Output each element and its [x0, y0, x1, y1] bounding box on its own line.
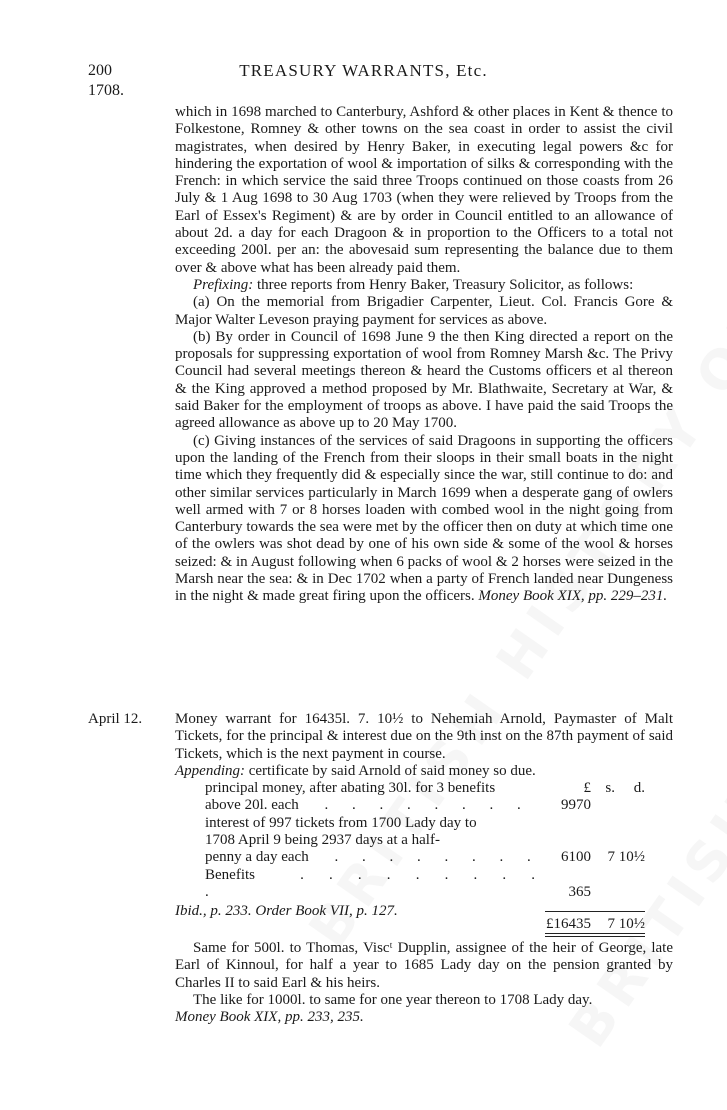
reference-text: Ibid., p. 233. Order Book VII, p. 127.: [175, 903, 398, 919]
account-row: [205, 780, 645, 797]
total-shillings: 7: [591, 911, 615, 933]
pounds-value: 9970: [561, 797, 591, 814]
second-entry-reference: [175, 903, 398, 920]
entry-date-april-12: April 12.: [88, 711, 143, 727]
page-number: 200: [88, 62, 112, 79]
account-desc: [205, 849, 545, 866]
report-c-text: Giving instances of the services of said Dragoons in supporting the officers upon the landing of the French from their sloops in their small boats in the night time which they frequently did & especially since the war, still continue to do: and other similar services particularly in March 1699 when a desperate gang of owlers well armed with 7 or 8 horses loaden with combed wool in the night going from Canterbury towards the sea were met by the officer then on duty at which time one of the owlers was shot dead by one of his own side & some of the wool & horses seized: & in August following when 6 packs of wool & 2 horses were seized in the Marsh near the sea: & in Dec 1702 when a party of French landed near Dungeness in the night & made great firing upon the officers.: [175, 432, 673, 605]
first-entry: [175, 104, 673, 606]
shillings-value: [591, 867, 615, 902]
like-for-paragraph: The like for 1000l. to same for one year thereon to 1708 Lady day.: [193, 991, 593, 1008]
prefixing-paragraph: [175, 277, 673, 294]
double-rule: [545, 934, 645, 937]
warrant-paragraph: Money warrant for 16435l. 7. 10½ to Nehemiah Arnold, Paymaster of Malt Tickets, for the principal & interest due on the 9th inst on the 87th payment of said Tickets, which is the next payment in course.: [175, 711, 673, 762]
report-a-text: On the memorial from Brigadier Carpenter, Lieut. Col. Francis Gore & Major Walter Leveson praying payment for services as above.: [175, 294, 674, 328]
running-title: TREASURY WARRANTS, Etc.: [239, 61, 488, 80]
report-b-text: By order in Council of 1698 June 9 the then King directed a report on the proposals for suppressing exportation of wool from Romney Marsh &c. The Privy Council had several meetings thereon & heard the Customs officers et al thereon & the King approved a method proposed by Mr. Blathwaite, Secretary at War, & said Baker for the employment of troops as above. I have paid the said Troops the agreed allowance as above up to 20 May 1700.: [175, 328, 674, 432]
appending-text: certificate by said Arnold of said money so due.: [248, 762, 536, 779]
account-desc: interest of 997 tickets from 1700 Lady day to: [205, 814, 477, 831]
report-a-label: (a): [193, 294, 210, 311]
pence-value: 10½: [618, 849, 645, 866]
account-row: [205, 867, 645, 902]
header-pounds: £: [583, 780, 591, 797]
report-c-reference: Money Book XIX, pp. 229–231.: [478, 588, 668, 605]
shillings-value: [591, 797, 615, 814]
appending-paragraph: [175, 763, 673, 780]
year-margin-note: 1708.: [88, 82, 124, 99]
prefixing-text: three reports from Henry Baker, Treasury Solicitor, as follows:: [257, 276, 634, 293]
account-desc: 1708 April 9 being 2937 days at a half-: [205, 832, 440, 849]
account-desc-line: above 20l. each: [205, 797, 299, 814]
report-c-label: (c): [193, 432, 210, 449]
reference-text: Money Book XIX, pp. 233, 235.: [175, 1009, 364, 1026]
account-row: [205, 832, 645, 849]
header-pence: d.: [633, 780, 645, 797]
pounds-value: 6100: [561, 849, 591, 866]
third-entry: [175, 940, 673, 1026]
prefixing-label: Prefixing:: [193, 276, 254, 293]
account-desc-line: penny a day each: [205, 849, 309, 866]
account-desc-line: Benefits: [205, 866, 255, 883]
account-row: [205, 797, 645, 814]
entry-paragraph: which in 1698 marched to Canterbury, Ashford & other places in Kent & thence to Folkestone, Romney & other towns on the sea coast in order to assist the civil magistrates, when desired by Henry Baker, in executing legal powers &c for hindering the exportation of wool & importation of silks & corresponding with the French: in which service the said three Troops continued on those coasts from 26 July & 1 Aug 1698 to 30 Aug 1703 (when they were relieved by Troops from the Earl of Essex's Regiment) & are by order in Council entitled to an allowance of about 2d. a day for each Dragoon & in proportion to the Officers to a total not exceeding 200l. per an: the abovesaid sum representing the balance due to them over & above what has been already paid them.: [175, 104, 673, 276]
account-desc: principal money, after abating 30l. for 3 benefits: [205, 780, 496, 797]
leader-dots: . . . . . . . .: [334, 849, 541, 866]
header-shillings: s.: [605, 780, 615, 797]
report-b: [175, 329, 673, 433]
account-row: [205, 849, 645, 866]
total-double-rule: [205, 934, 645, 937]
total-pence: 10½: [615, 911, 645, 933]
report-a: [175, 294, 673, 329]
total-pounds: £16435: [545, 911, 591, 933]
same-for-paragraph: Same for 500l. to Thomas, Viscᵗ Dupplin, assignee of the heir of George, late Earl of Kinnoul, for half a year to 1685 Lady day on the pension granted by Charles II to said Earl & his heirs.: [175, 940, 673, 991]
leader-dots: . . . . . . . . . .: [205, 866, 546, 900]
account-desc: [205, 867, 545, 902]
report-b-label: (b): [193, 328, 211, 345]
third-entry-reference: [175, 1009, 673, 1026]
pence-value: [615, 867, 645, 902]
shillings-value: 7: [607, 849, 615, 866]
appending-label: Appending:: [175, 762, 245, 779]
account-row: [205, 815, 645, 832]
report-c: [175, 433, 673, 606]
account-desc: [205, 797, 545, 814]
leader-dots: . . . . . . . .: [324, 797, 531, 814]
pounds-value: 365: [568, 883, 591, 900]
pence-value: [615, 797, 645, 814]
